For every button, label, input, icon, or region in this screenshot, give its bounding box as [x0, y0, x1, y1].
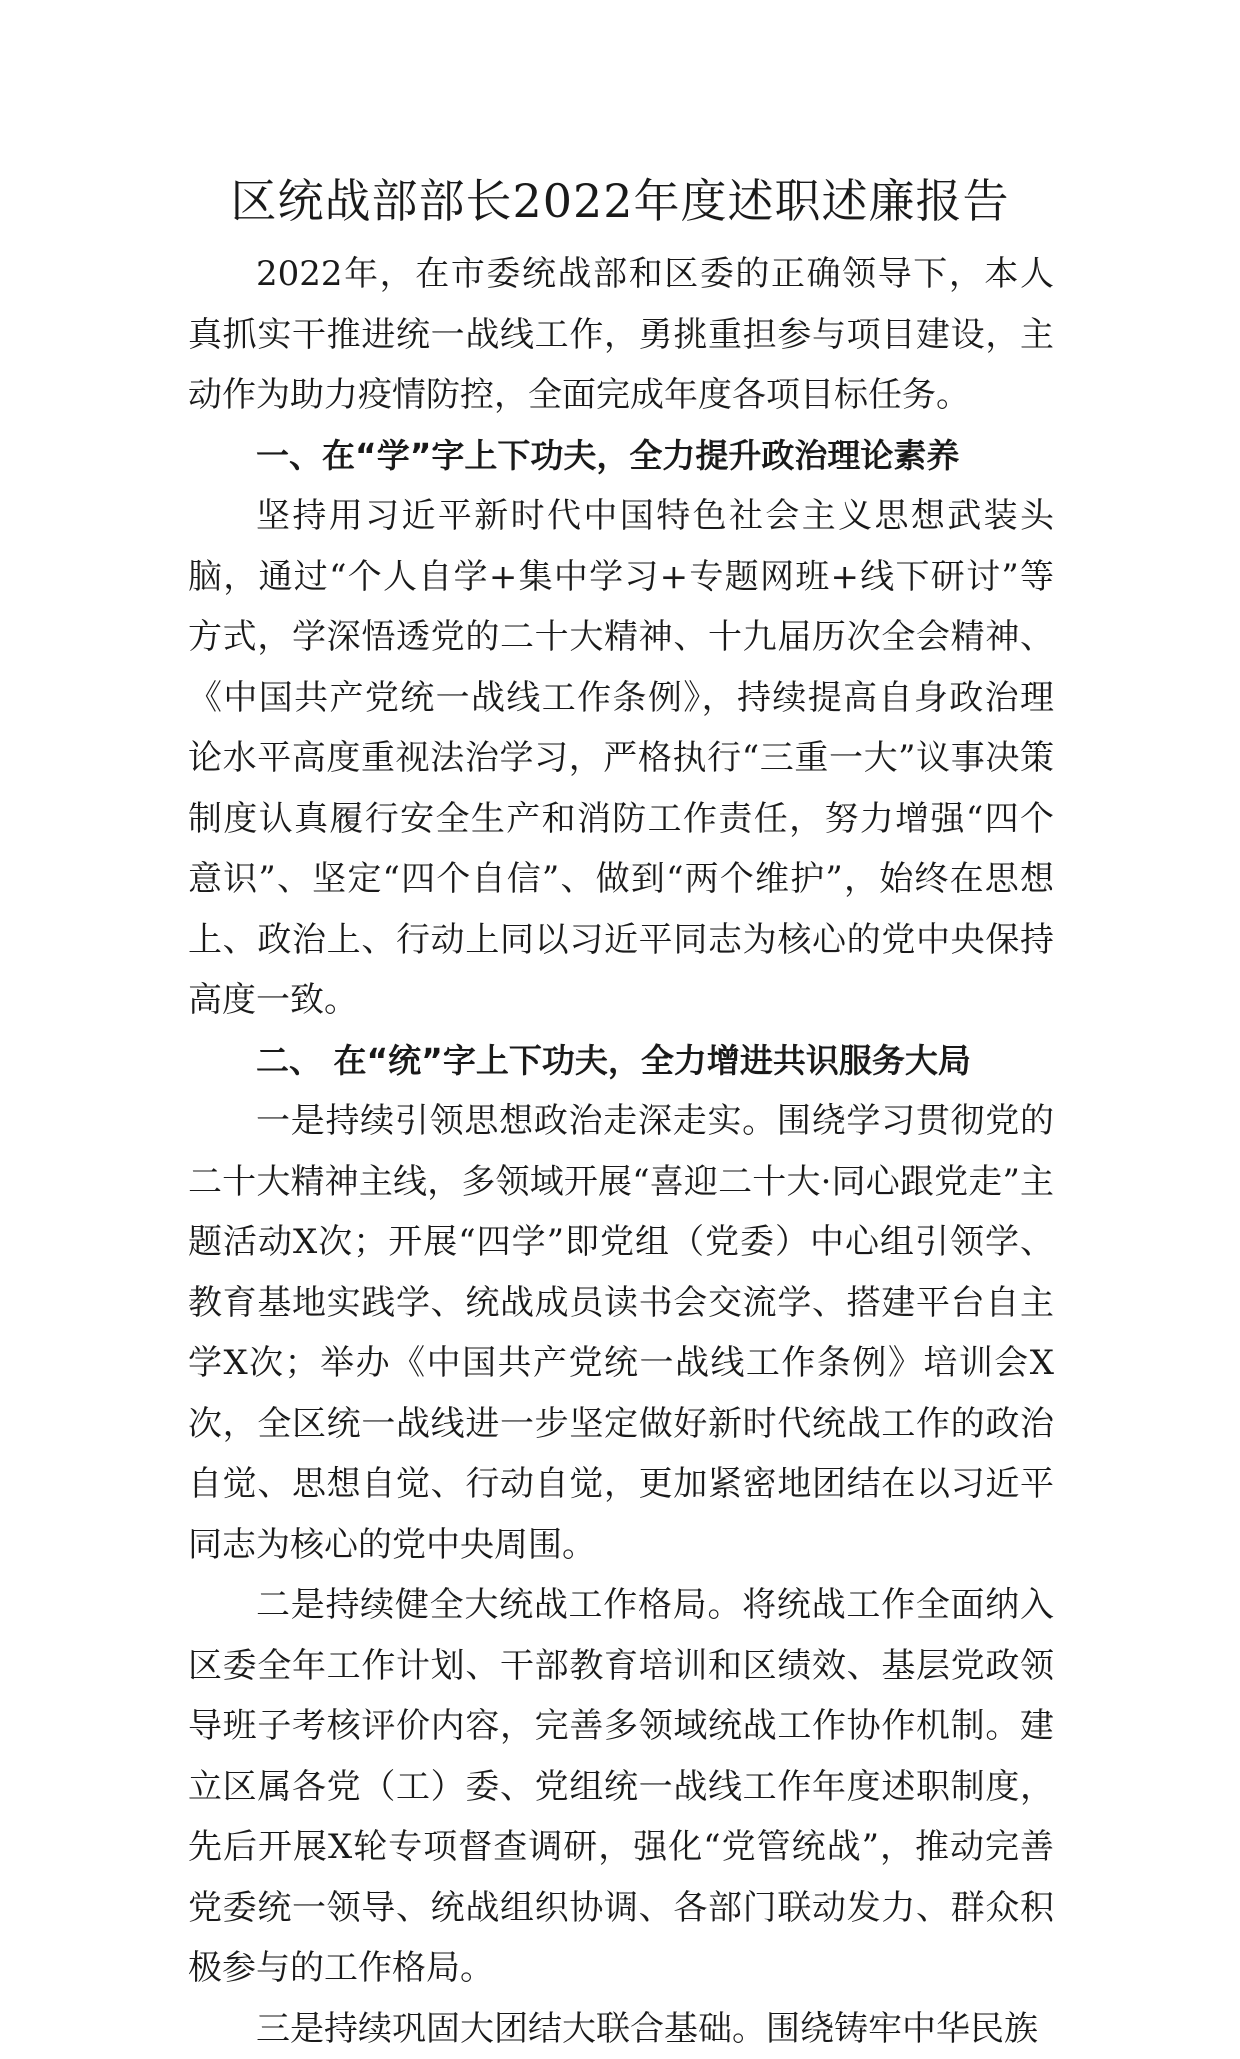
- document-body: [188, 244, 1054, 2059]
- section-2-paragraph-2: 二是持续健全大统战工作格局。将统战工作全面纳入区委全年工作计划、干部教育培训和区绩效、基层党政领导班子考核评价内容，完善多领域统战工作协作机制。建立区属各党（工）委、党组统一战线工作年度述职制度，先后开展X轮专项督查调研，强化“党管统战”，推动完善党委统一领导、统战组织协调、各部门联动发力、群众积极参与的工作格局。: [188, 1575, 1054, 1999]
- document-title: 区统战部部长2022年度述职述廉报告: [0, 170, 1240, 232]
- section-2-paragraph-3: 三是持续巩固大团结大联合基础。围绕铸牢中华民族: [188, 1999, 1054, 2059]
- section-1-paragraph: 坚持用习近平新时代中国特色社会主义思想武装头脑，通过“个人自学+集中学习+专题网班+线下研讨”等方式，学深悟透党的二十大精神、十九届历次全会精神、《中国共产党统一战线工作条例》，持续提高自身政治理论水平高度重视法治学习，严格执行“三重一大”议事决策制度认真履行安全生产和消防工作责任，努力增强“四个意识”、坚定“四个自信”、做到“两个维护”，始终在思想上、政治上、行动上同以习近平同志为核心的党中央保持高度一致。: [188, 486, 1054, 1031]
- section-heading-1: 一、在“学”字上下功夫，全力提升政治理论素养: [188, 426, 1054, 487]
- section-heading-2: 二、 在“统”字上下功夫，全力增进共识服务大局: [188, 1031, 1054, 1092]
- intro-paragraph: 2022年，在市委统战部和区委的正确领导下，本人真抓实干推进统一战线工作，勇挑重担参与项目建设，主动作为助力疫情防控，全面完成年度各项目标任务。: [188, 244, 1054, 426]
- section-2-paragraph-1: 一是持续引领思想政治走深走实。围绕学习贯彻党的二十大精神主线，多领域开展“喜迎二十大·同心跟党走”主题活动X次；开展“四学”即党组（党委）中心组引领学、教育基地实践学、统战成员读书会交流学、搭建平台自主学X次；举办《中国共产党统一战线工作条例》培训会X次，全区统一战线进一步坚定做好新时代统战工作的政治自觉、思想自觉、行动自觉，更加紧密地团结在以习近平同志为核心的党中央周围。: [188, 1091, 1054, 1575]
